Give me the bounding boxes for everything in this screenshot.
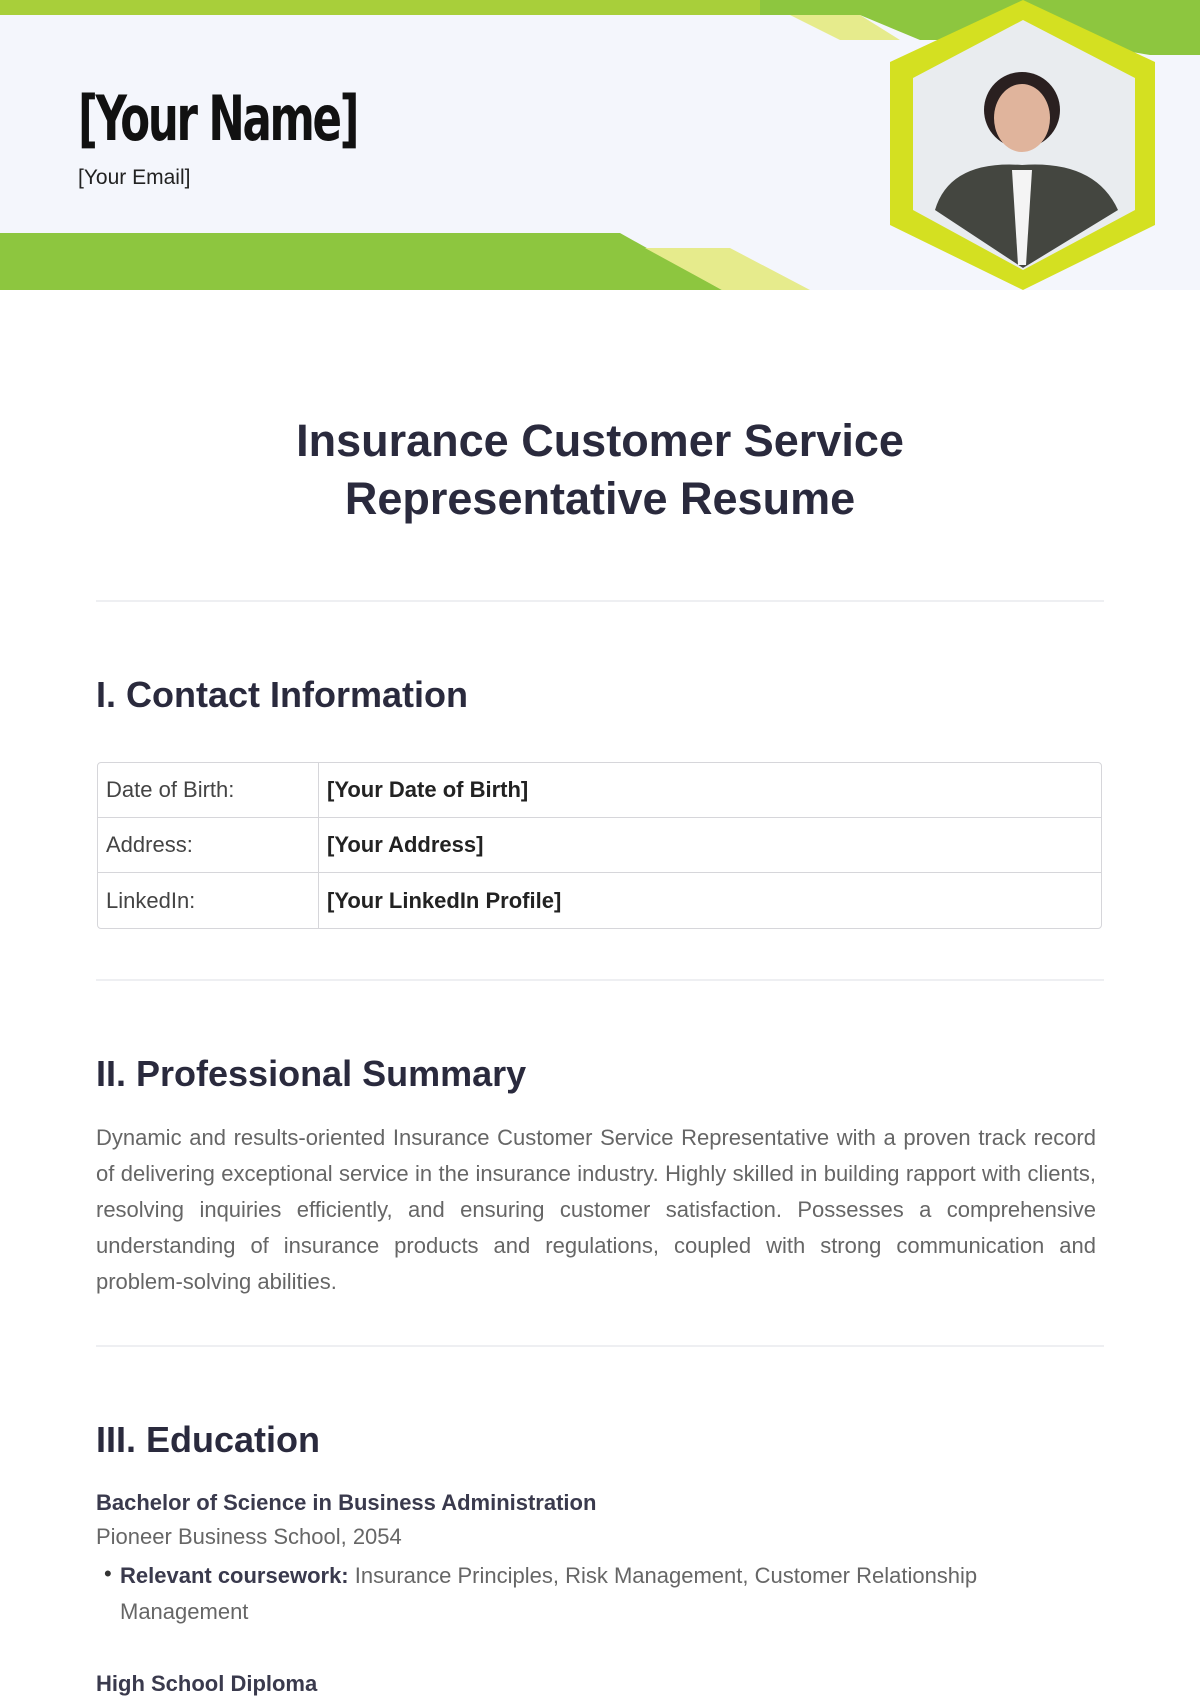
candidate-name: [Your Name] xyxy=(78,82,358,155)
education-heading: III. Education xyxy=(96,1419,321,1460)
divider xyxy=(96,979,1104,981)
coursework-label: Relevant coursework: xyxy=(120,1563,349,1588)
row-label: Address: xyxy=(98,818,319,873)
row-value: [Your Address] xyxy=(319,818,1101,873)
school-name: Pioneer Business School, 2054 xyxy=(96,1524,402,1549)
summary-text: Dynamic and results-oriented Insurance Customer Service Representative with a proven track record of delivering exceptional service in the insurance industry. Highly skilled in building rapport with clients, resolving inquiries efficiently, and ensuring customer satisfaction. Possesses a comprehensive understanding of insurance products and regulations, coupled with strong communication and problem-solving abilities. xyxy=(96,1125,1096,1294)
coursework-bullet xyxy=(104,1558,984,1630)
table-row xyxy=(98,818,1101,873)
page-title xyxy=(0,412,1200,528)
candidate-email: [Your Email] xyxy=(78,166,191,189)
row-label: LinkedIn: xyxy=(98,873,319,928)
contact-heading: I. Contact Information xyxy=(96,674,468,715)
degree-title: Bachelor of Science in Business Administration xyxy=(96,1490,597,1515)
table-row xyxy=(98,763,1101,818)
coursework-text: Insurance Principles, Risk Management, Customer Relationship Management xyxy=(120,1563,978,1624)
row-label: Date of Birth: xyxy=(98,763,319,818)
title-line-1: Insurance Customer Service xyxy=(296,415,904,466)
resume-header xyxy=(0,0,1200,290)
summary-heading: II. Professional Summary xyxy=(96,1053,527,1094)
divider xyxy=(96,600,1104,602)
row-value: [Your Date of Birth] xyxy=(319,763,1101,818)
contact-table xyxy=(97,762,1102,929)
table-row xyxy=(98,873,1101,928)
degree-title: High School Diploma xyxy=(96,1671,318,1696)
title-line-2: Representative Resume xyxy=(344,473,856,524)
row-value: [Your LinkedIn Profile] xyxy=(327,887,562,913)
divider xyxy=(96,1345,1104,1347)
